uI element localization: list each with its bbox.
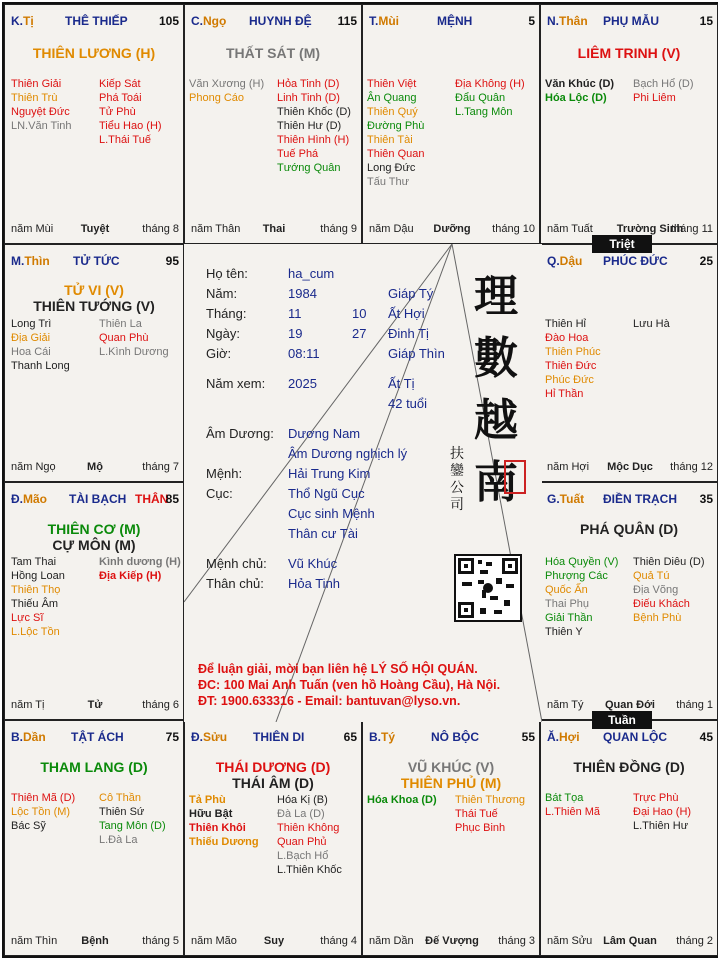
cell-footer: năm Thìn Bệnh tháng 5	[11, 935, 179, 947]
cell-header: B.Tý NÔ BỘC 55	[369, 730, 535, 744]
minor-star: L.Thái Tuế	[99, 134, 151, 146]
triet-tag: Triệt	[592, 235, 652, 253]
minor-star: Thiên Việt	[367, 78, 417, 90]
minor-star: Phượng Các	[545, 570, 608, 582]
minor-star: Quan Phù	[99, 332, 149, 344]
cell-footer: năm Thân Thai tháng 9	[191, 223, 357, 235]
minor-star: Bạch Hổ (D)	[633, 78, 694, 90]
value-nam-xem: 2025	[288, 376, 317, 391]
minor-star: Hỉ Thần	[545, 388, 584, 400]
minor-star: Kình dương (H)	[99, 556, 181, 568]
minor-stars-left	[367, 793, 437, 807]
minor-star: Ân Quang	[367, 92, 417, 104]
value-gio: 08:11	[288, 346, 320, 361]
minor-star: Thiên Quan	[367, 148, 425, 160]
minor-star: Thiên Khốc (D)	[277, 106, 351, 118]
minor-star: Thiên Hình (H)	[277, 134, 350, 146]
cell-footer: năm Mão Suy tháng 4	[191, 935, 357, 947]
cell-header: Đ.Sửu THIÊN DI 65	[191, 730, 357, 744]
major-star: TỬ VI (V)	[64, 282, 124, 298]
major-star: THÁI DƯƠNG (D)	[215, 759, 331, 775]
minor-star: Thiên Giải	[11, 78, 62, 90]
minor-star: Văn Xương (H)	[189, 78, 265, 90]
minor-star: Hữu Bật	[189, 808, 233, 820]
value-nam: 1984	[288, 286, 317, 301]
minor-star: Thiên La	[99, 318, 142, 330]
minor-star: Phục Binh	[455, 822, 506, 834]
minor-stars-right	[633, 77, 694, 105]
minor-star: Long Trì	[11, 318, 52, 330]
major-star: THIÊN PHỦ (M)	[400, 775, 502, 791]
value-thang-am: 10	[352, 306, 367, 321]
value-menh: Hải Trung Kim	[288, 466, 371, 481]
minor-star: Thanh Long	[11, 360, 70, 372]
cell-ty[interactable]	[362, 720, 540, 956]
minor-star: Địa Giải	[11, 332, 51, 344]
cell-footer: năm Sửu Lâm Quan tháng 2	[547, 935, 713, 947]
qr-code-icon[interactable]	[454, 554, 522, 622]
minor-stars-right	[633, 791, 691, 833]
minor-stars-left	[11, 77, 72, 133]
minor-stars-right	[99, 77, 162, 147]
calligraphy-char: 南	[474, 457, 518, 508]
tu-vi-chart	[2, 2, 718, 958]
value-thang: 11	[288, 306, 302, 321]
major-star: THAM LANG (D)	[40, 759, 148, 775]
minor-star: Tang Môn (D)	[99, 820, 166, 832]
minor-star: Linh Tinh (D)	[277, 92, 340, 104]
minor-star: Lực Sĩ	[11, 612, 44, 624]
minor-star: Đà La (D)	[277, 808, 325, 820]
minor-star: Thiên Mã (D)	[11, 792, 76, 804]
minor-star: Thiên Trù	[11, 92, 58, 104]
label-gio: Giờ:	[206, 346, 232, 361]
major-star: THIÊN ĐỒNG (D)	[573, 759, 685, 775]
minor-stars-right	[99, 555, 181, 583]
cell-than[interactable]	[540, 4, 718, 244]
value-ngay: 19	[288, 326, 303, 341]
cell-header: Ă.Hợi QUAN LỘC 45	[547, 730, 713, 744]
minor-star: Hóa Khoa (D)	[367, 794, 437, 806]
minor-stars-left	[545, 555, 618, 639]
major-star: LIÊM TRINH (V)	[577, 45, 681, 61]
cell-ngo[interactable]	[184, 4, 362, 244]
minor-star: Địa Kiếp (H)	[99, 570, 162, 582]
cell-mao[interactable]	[4, 482, 184, 720]
minor-stars-right	[633, 555, 705, 625]
minor-star: L.Thiên Mã	[545, 806, 601, 818]
red-seal-icon	[504, 460, 526, 494]
contact-line-2: ĐC: 100 Mai Anh Tuấn (ven hồ Hoàng Cầu), Hà Nội.	[198, 678, 501, 692]
minor-star: Trực Phù	[633, 792, 679, 804]
minor-star: Thiên Tài	[367, 134, 413, 146]
minor-star: Tả Phù	[189, 794, 226, 806]
major-star: THÁI ÂM (D)	[232, 775, 314, 791]
minor-star: Đẩu Quân	[455, 92, 506, 104]
minor-stars-left	[367, 77, 424, 189]
center-info-panel	[184, 244, 542, 722]
minor-star: Bác Sỹ	[11, 820, 46, 832]
minor-star: Giải Thần	[545, 612, 593, 624]
minor-star: Đào Hoa	[545, 332, 589, 344]
minor-star: Quả Tú	[633, 570, 670, 582]
cell-footer: năm Dậu Dưỡng tháng 10	[369, 223, 535, 235]
minor-stars-right	[99, 317, 169, 359]
minor-star: Tử Phù	[99, 106, 136, 118]
label-nam: Năm:	[206, 286, 238, 301]
cell-header: C.Ngọ HUYNH ĐỆ 115	[191, 14, 357, 28]
value-am-duong: Dương Nam	[288, 426, 361, 441]
value-cuc-note: Cục sinh Mệnh	[288, 506, 375, 521]
minor-star: Bệnh Phù	[633, 612, 682, 624]
cell-header: K.Tị THÊ THIẾP 105	[11, 14, 179, 28]
minor-star: Phong Cáo	[189, 92, 245, 104]
minor-star: Thiên Hư (D)	[277, 120, 342, 132]
minor-star: Thiên Quý	[367, 106, 418, 118]
cell-header: N.Thân PHỤ MẪU 15	[547, 14, 713, 28]
value-ngay-am: 27	[352, 326, 367, 341]
value-nam-xem-can-chi: Ất Tị	[388, 376, 415, 391]
minor-star: Tam Thai	[11, 556, 57, 568]
minor-star: Địa Không (H)	[455, 78, 525, 90]
cell-header: G.Tuất ĐIỀN TRẠCH 35	[547, 492, 713, 506]
minor-star: Lộc Tồn (M)	[11, 806, 71, 818]
calligraphy-char: 理	[474, 271, 518, 322]
minor-star: Thiên Thương	[455, 794, 526, 806]
minor-star: Phá Toái	[99, 92, 142, 104]
minor-stars-right	[99, 791, 166, 847]
minor-star: Tiểu Hao (H)	[99, 120, 162, 132]
value-nam-can-chi: Giáp Tý	[388, 286, 434, 301]
cell-footer: năm Tý Quan Đới tháng 1	[547, 699, 713, 711]
minor-star: L.Kình Dương	[99, 346, 169, 358]
minor-stars-left	[11, 555, 65, 639]
minor-star: Thiên Phúc	[545, 346, 601, 358]
minor-star: Đại Hao (H)	[633, 806, 692, 818]
minor-star: Quan Phủ	[277, 836, 327, 848]
minor-star: Nguyệt Đức	[11, 106, 70, 118]
calligraphy-side-text: 扶鑾公司	[450, 446, 464, 513]
major-star: THIÊN TƯỚNG (V)	[33, 298, 155, 314]
minor-star: Hóa Kị (B)	[277, 794, 328, 806]
minor-star: Tuế Phá	[277, 148, 319, 160]
label-menh: Mệnh:	[206, 466, 243, 481]
value-tuoi: 42 tuổi	[388, 396, 428, 411]
minor-star: LN.Văn Tinh	[11, 120, 72, 132]
minor-star: Thiếu Dương	[189, 836, 259, 848]
minor-star: L.Thiên Hư	[633, 820, 689, 832]
minor-star: Thiên Y	[545, 626, 583, 638]
minor-star: Phúc Đức	[545, 374, 594, 386]
value-menh-chu: Vũ Khúc	[288, 556, 338, 571]
cell-header: T.Mùi MỆNH 5	[369, 14, 535, 28]
cell-header: Q.Dậu PHÚC ĐỨC 25	[547, 254, 713, 268]
value-than-chu: Hỏa Tinh	[288, 576, 341, 591]
cell-header: B.Dần TẬT ÁCH 75	[11, 730, 179, 744]
major-star: THIÊN LƯƠNG (H)	[32, 45, 156, 61]
minor-star: Hỏa Tinh (D)	[277, 78, 340, 90]
cell-hoi[interactable]	[540, 720, 718, 956]
minor-star: Thiên Sứ	[99, 806, 145, 818]
minor-stars-left	[189, 77, 264, 105]
cell-dan[interactable]	[4, 720, 184, 956]
than-marker: THÂN	[135, 492, 169, 506]
label-nam-xem: Năm xem:	[206, 376, 266, 391]
minor-stars-right	[633, 317, 670, 331]
label-cuc: Cục:	[206, 486, 233, 501]
minor-star: Điếu Khách	[633, 598, 690, 610]
label-thang: Tháng:	[206, 306, 247, 321]
minor-star: Thai Phụ	[545, 598, 590, 610]
label-ngay: Ngày:	[206, 326, 240, 341]
minor-stars-left	[11, 317, 70, 373]
minor-star: Đường Phù	[367, 120, 425, 132]
cell-mui[interactable]	[362, 4, 540, 244]
minor-star: Thiếu Âm	[11, 598, 59, 610]
minor-star: L.Tang Môn	[455, 106, 513, 118]
value-ngay-can-chi: Đinh Tị	[388, 326, 429, 341]
major-star: PHÁ QUÂN (D)	[580, 521, 678, 537]
calligraphy-char: 數	[474, 333, 518, 384]
major-star: CỰ MÔN (M)	[52, 537, 136, 553]
minor-star: Quốc Ấn	[545, 584, 588, 596]
minor-star: Hồng Loan	[11, 570, 65, 582]
cell-footer: năm Dần Đế Vượng tháng 3	[369, 935, 535, 947]
cell-header: Đ.Mão TÀI BẠCH THÂN 85	[11, 492, 179, 506]
cell-tuat[interactable]	[540, 482, 718, 720]
cell-ti[interactable]	[4, 4, 184, 244]
minor-stars-right	[277, 77, 351, 175]
minor-star: Thiên Diêu (D)	[633, 556, 705, 568]
label-menh-chu: Mệnh chủ:	[206, 556, 267, 571]
cell-header: M.Thìn TỬ TỨC 95	[11, 254, 179, 268]
minor-star: Hóa Quyền (V)	[545, 556, 619, 568]
major-star: THẤT SÁT (M)	[225, 45, 321, 61]
minor-star: L.Thiên Khốc	[277, 864, 342, 876]
minor-star: Thái Tuế	[455, 808, 498, 820]
value-am-duong-note: Âm Dương nghịch lý	[288, 446, 408, 461]
minor-star: Thiên Hỉ	[545, 318, 586, 330]
cell-footer: năm Tuất Trường Sinh tháng 11	[547, 223, 713, 235]
minor-star: Thiên Không	[277, 822, 340, 834]
minor-stars-left	[545, 317, 601, 401]
major-star: THIÊN CƠ (M)	[47, 521, 141, 537]
contact-line-3: ĐT: 1900.633316 - Email: bantuvan@lyso.vn.	[198, 694, 461, 708]
minor-star: Long Đức	[367, 162, 416, 174]
label-than-chu: Thân chủ:	[206, 576, 264, 591]
minor-stars-left	[189, 793, 259, 849]
minor-stars-left	[11, 791, 75, 833]
cell-suu[interactable]	[184, 720, 362, 956]
minor-star: Thiên Đức	[545, 360, 597, 372]
minor-star: Tướng Quân	[277, 162, 341, 174]
minor-star: Phi Liêm	[633, 92, 676, 104]
cell-footer: năm Tị Tử tháng 6	[11, 699, 179, 711]
minor-stars-left	[545, 791, 600, 819]
minor-star: Thiên Khôi	[189, 822, 246, 834]
cell-footer: năm Mùi Tuyệt tháng 8	[11, 223, 179, 235]
minor-star: L.Đà La	[99, 834, 138, 846]
cell-footer: năm Ngọ Mộ tháng 7	[11, 461, 179, 473]
minor-star: Hóa Lộc (D)	[545, 92, 607, 104]
label-am-duong: Âm Dương:	[206, 426, 274, 441]
minor-star: Kiếp Sát	[99, 78, 141, 90]
minor-star: Tấu Thư	[367, 176, 410, 188]
value-cuc: Thổ Ngũ Cục	[288, 486, 365, 501]
contact-line-1: Để luận giải, mời bạn liên hệ LÝ SỐ HỘI QUÁN.	[198, 662, 478, 676]
cell-thin[interactable]	[4, 244, 184, 482]
minor-star: L.Lộc Tồn	[11, 626, 60, 638]
value-than-cu: Thân cư Tài	[288, 526, 358, 541]
minor-star: Văn Khúc (D)	[545, 78, 615, 90]
value-thang-can-chi: Ất Hợi	[388, 306, 425, 321]
minor-stars-right	[455, 77, 525, 119]
major-star: VŨ KHÚC (V)	[407, 759, 495, 775]
minor-stars-right	[455, 793, 525, 835]
minor-stars-left	[545, 77, 614, 105]
minor-star: Lưu Hà	[633, 318, 670, 330]
minor-star: Hoa Cái	[11, 346, 51, 358]
cell-footer: năm Hợi Mộc Dục tháng 12	[547, 461, 713, 473]
calligraphy-char: 越	[474, 395, 518, 446]
minor-star: L.Bạch Hổ	[277, 850, 329, 862]
minor-stars-right	[277, 793, 342, 877]
value-gio-can-chi: Giáp Thìn	[388, 346, 445, 361]
tuan-tag: Tuần	[592, 711, 652, 729]
minor-star: Thiên Thọ	[11, 584, 61, 596]
cell-dau[interactable]	[540, 244, 718, 482]
minor-star: Địa Võng	[633, 584, 679, 596]
value-ho-ten: ha_cum	[288, 266, 335, 281]
minor-star: Cô Thần	[99, 792, 141, 804]
minor-star: Bát Tọa	[545, 792, 584, 804]
label-ho-ten: Họ tên:	[206, 266, 248, 281]
